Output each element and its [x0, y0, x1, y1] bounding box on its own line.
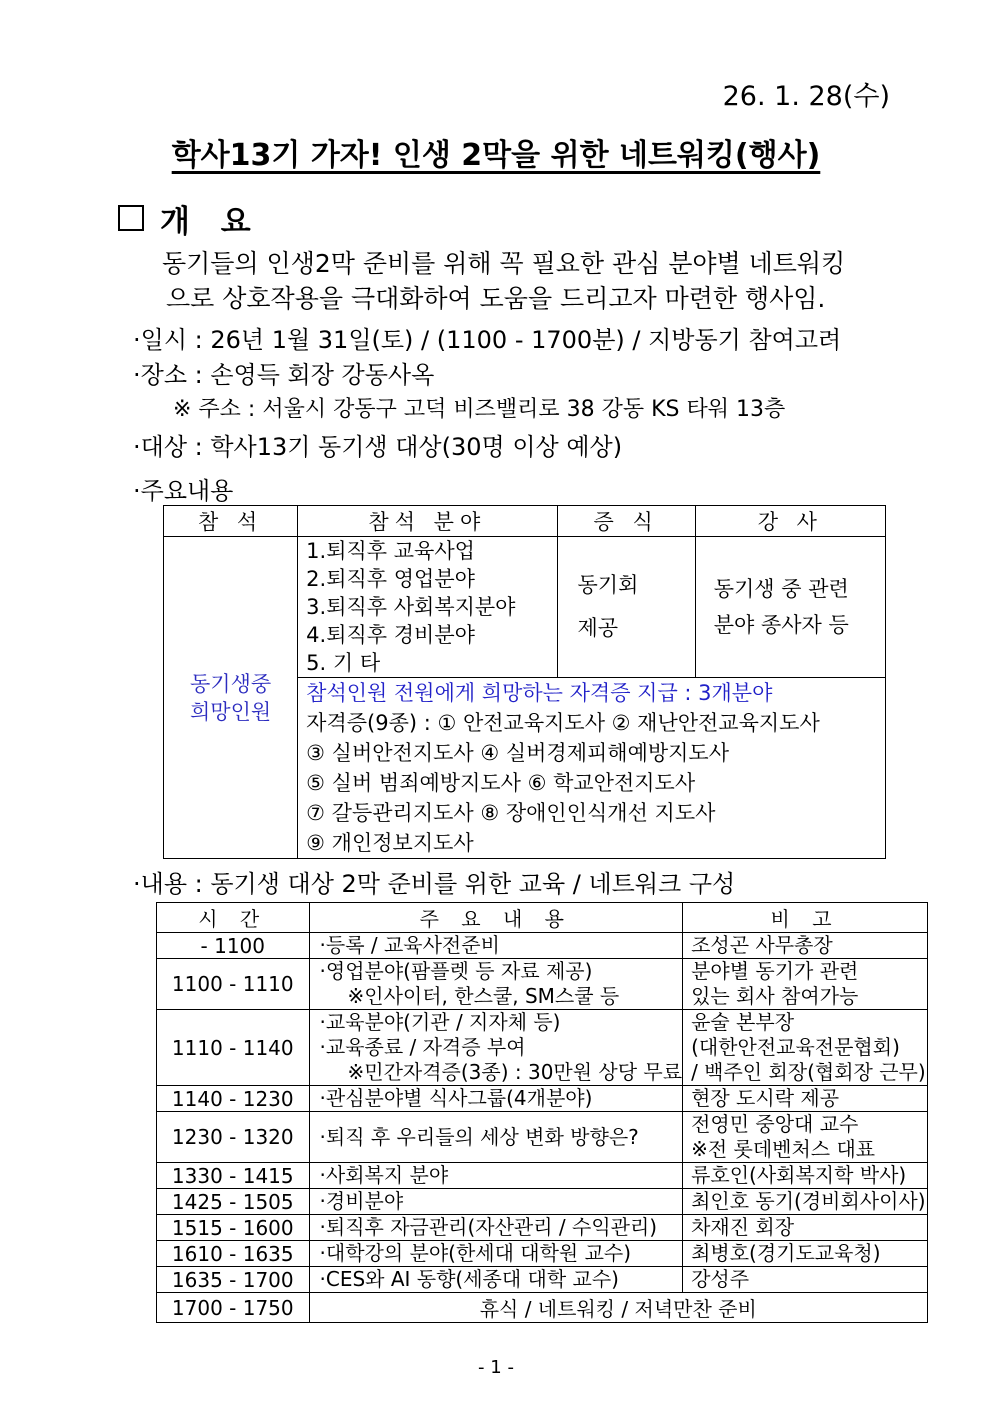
content-cell — [309, 1241, 683, 1267]
content-line: ·교육분야(기관 / 지자체 등) — [319, 1010, 561, 1034]
note-line: 윤술 본부장 — [691, 1010, 795, 1034]
table-row — [157, 1112, 928, 1163]
note-line: 분야별 동기가 관련 — [691, 959, 859, 983]
note-line: ※전 롯데벤처스 대표 — [691, 1137, 876, 1161]
content-line: ·교육종료 / 자격증 부여 — [319, 1035, 526, 1059]
main-content-heading: ·주요내용 — [133, 477, 234, 505]
field-cell — [298, 537, 557, 678]
note-line: 강성주 — [691, 1267, 750, 1291]
content-cell — [309, 1112, 683, 1163]
content-line: ·관심분야별 식사그룹(4개분야) — [319, 1086, 593, 1110]
instructor-line: 분야 종사자 등 — [713, 613, 849, 637]
note-cell — [683, 1163, 928, 1189]
table-row — [157, 933, 928, 959]
attendee-cell — [164, 537, 298, 859]
field-item: 1.퇴직후 교육사업 — [306, 539, 475, 563]
content-cell — [309, 1163, 683, 1189]
content-line: ※민간자격증(3종) : 30만원 상당 무료 — [347, 1060, 683, 1084]
table-header-row — [157, 903, 928, 933]
provide-line: 제공 — [577, 616, 619, 640]
note-line: 전영민 중앙대 교수 — [691, 1112, 859, 1136]
table-row — [157, 1189, 928, 1215]
content-line: ·CES와 AI 동향(세종대 대학 교수) — [319, 1267, 619, 1291]
content-line: ·대학강의 분야(한세대 대학원 교수) — [319, 1241, 632, 1265]
header-provide: 증 식 — [557, 506, 695, 537]
time-cell: 1515 - 1600 — [157, 1215, 310, 1241]
intro-line-1: 동기들의 인생2막 준비를 위해 꼭 필요한 관심 분야별 네트워킹 — [162, 249, 846, 278]
schedule-table — [156, 902, 928, 1323]
instructor-cell — [695, 537, 885, 678]
section-checkbox-icon — [118, 205, 144, 231]
provide-line: 동기회 — [577, 573, 639, 597]
attendee-line: 동기생중 — [190, 671, 272, 696]
attendee-line: 희망인원 — [190, 699, 272, 724]
content-cell — [309, 1189, 683, 1215]
document-title: 학사13기 가자! 인생 2막을 위한 네트워킹(행사) — [171, 138, 821, 173]
certificate-line: 참석인원 전원에게 희망하는 자격증 지급 : 3개분야 — [306, 681, 773, 705]
table-row — [157, 1010, 928, 1086]
field-item: 2.퇴직후 영업분야 — [306, 567, 475, 591]
table-row — [164, 537, 886, 678]
note-line: 현장 도시락 제공 — [691, 1086, 840, 1110]
table-row — [157, 1163, 928, 1189]
note-cell — [683, 959, 928, 1010]
time-cell: 1140 - 1230 — [157, 1086, 310, 1112]
header-field: 참석 분야 — [298, 506, 557, 537]
table-row — [157, 1267, 928, 1293]
place-item: ·장소 : 손영득 회장 강동사옥 — [133, 361, 435, 389]
table-row — [157, 959, 928, 1010]
certificate-line: ⑤ 실버 범죄예방지도사 ⑥ 학교안전지도사 — [306, 771, 696, 795]
header-content: 주 요 내 용 — [309, 903, 683, 933]
certificate-line: ⑨ 개인정보지도사 — [306, 831, 474, 855]
note-cell — [683, 1241, 928, 1267]
time-cell: 1425 - 1505 — [157, 1189, 310, 1215]
note-cell — [683, 1112, 928, 1163]
certificate-line: ③ 실버안전지도사 ④ 실버경제피해예방지도사 — [306, 741, 729, 765]
field-item: 5. 기 타 — [306, 651, 381, 675]
note-line: (대한안전교육전문협회) — [691, 1035, 900, 1059]
content-item: ·내용 : 동기생 대상 2막 준비를 위한 교육 / 네트워크 구성 — [133, 870, 736, 898]
content-line: ·영업분야(팜플렛 등 자료 제공) — [319, 959, 593, 983]
header-instructor: 강 사 — [695, 506, 885, 537]
note-cell — [683, 1215, 928, 1241]
content-cell: 휴식 / 네트워킹 / 저녁만찬 준비 — [309, 1293, 927, 1323]
note-line: 류호인(사회복지학 박사) — [691, 1163, 907, 1187]
time-cell: 1700 - 1750 — [157, 1293, 310, 1323]
table-header-row — [164, 506, 886, 537]
section-title: 개 요 — [160, 204, 261, 240]
page-number: - 1 - — [478, 1357, 514, 1378]
time-cell: 1230 - 1320 — [157, 1112, 310, 1163]
table-row — [157, 1215, 928, 1241]
content-line: ·퇴직후 자금관리(자산관리 / 수익관리) — [319, 1215, 658, 1239]
content-cell — [309, 1086, 683, 1112]
certificate-line: ⑦ 갈등관리지도사 ⑧ 장애인인식개선 지도사 — [306, 801, 716, 825]
table-row — [157, 1086, 928, 1112]
provide-cell — [557, 537, 695, 678]
content-line: ·사회복지 분야 — [319, 1163, 449, 1187]
certificate-line: 자격증(9종) : ① 안전교육지도사 ② 재난안전교육지도사 — [306, 711, 820, 735]
note-line: 최병호(경기도교육청) — [691, 1241, 881, 1265]
note-line: 최인호 동기(경비회사이사) — [691, 1189, 926, 1213]
time-cell: 1100 - 1110 — [157, 959, 310, 1010]
note-cell — [683, 933, 928, 959]
target-item: ·대상 : 학사13기 동기생 대상(30명 이상 예상) — [133, 433, 623, 461]
time-cell: - 1100 — [157, 933, 310, 959]
content-cell — [309, 1215, 683, 1241]
content-cell — [309, 959, 683, 1010]
attendance-table — [163, 505, 886, 859]
note-line: 있는 회사 참여가능 — [691, 984, 859, 1008]
content-line: ·경비분야 — [319, 1189, 404, 1213]
field-item: 4.퇴직후 경비분야 — [306, 623, 475, 647]
header-attendee: 참 석 — [164, 506, 298, 537]
time-cell: 1635 - 1700 — [157, 1267, 310, 1293]
content-line: ·등록 / 교육사전준비 — [319, 933, 500, 957]
instructor-line: 동기생 중 관련 — [713, 577, 849, 601]
header-time: 시 간 — [157, 903, 310, 933]
note-cell — [683, 1267, 928, 1293]
content-line: ·퇴직 후 우리들의 세상 변화 방향은? — [319, 1124, 639, 1149]
note-line: 조성곤 사무총장 — [691, 933, 833, 957]
content-cell — [309, 933, 683, 959]
certificate-cell — [298, 678, 886, 859]
content-cell — [309, 1010, 683, 1086]
address-item: ※ 주소 : 서울시 강동구 고덕 비즈밸리로 38 강동 KS 타워 13층 — [173, 397, 786, 422]
time-cell: 1330 - 1415 — [157, 1163, 310, 1189]
note-line: 차재진 회장 — [691, 1215, 795, 1239]
schedule-item: ·일시 : 26년 1월 31일(토) / (1100 - 1700분) / 지방동기 참여고려 — [133, 326, 842, 354]
intro-line-2: 으로 상호작용을 극대화하여 도움을 드리고자 마련한 행사임. — [166, 284, 826, 313]
table-row — [157, 1293, 928, 1323]
content-cell — [309, 1267, 683, 1293]
field-item: 3.퇴직후 사회복지분야 — [306, 595, 516, 619]
note-cell — [683, 1086, 928, 1112]
content-line: ※인사이터, 한스쿨, SM스쿨 등 — [347, 984, 620, 1008]
document-date: 26. 1. 28(수) — [722, 81, 890, 112]
time-cell: 1610 - 1635 — [157, 1241, 310, 1267]
note-cell — [683, 1010, 928, 1086]
table-row — [157, 1241, 928, 1267]
time-cell: 1110 - 1140 — [157, 1010, 310, 1086]
note-cell — [683, 1189, 928, 1215]
note-line: / 백주인 회장(협회장 근무) — [691, 1060, 926, 1084]
header-note: 비 고 — [683, 903, 928, 933]
